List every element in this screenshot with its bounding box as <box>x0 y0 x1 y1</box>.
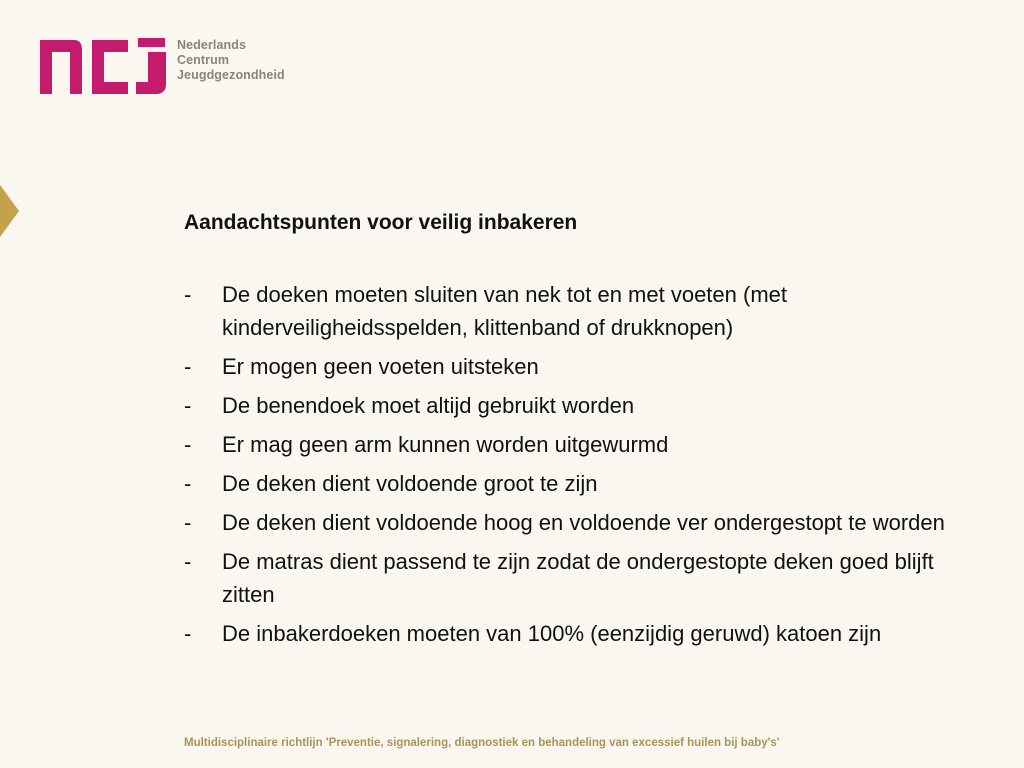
bullet-list <box>184 278 984 650</box>
bullet-item <box>184 506 992 539</box>
bullet-text: De deken dient voldoende groot te zijn <box>222 471 598 496</box>
logo-line-3: Jeugdgezondheid <box>177 68 285 82</box>
bullet-text: De inbakerdoeken moeten van 100% (eenzijdig geruwd) katoen zijn <box>222 621 882 646</box>
bullet-marker: - <box>184 354 192 379</box>
ncj-logo <box>40 38 300 98</box>
ncj-logo-mark <box>40 38 170 96</box>
bullet-item <box>184 350 992 383</box>
ncj-logo-text <box>177 38 285 83</box>
bullet-marker: - <box>184 471 192 496</box>
bullet-marker: - <box>184 282 192 307</box>
accent-arrow-icon <box>0 185 19 237</box>
slide-heading: Aandachtspunten voor veilig inbakeren <box>184 211 578 234</box>
bullet-item <box>184 428 992 461</box>
bullet-text: De benendoek moet altijd gebruikt worden <box>222 393 635 418</box>
bullet-text: Er mogen geen voeten uitsteken <box>222 354 539 379</box>
bullet-item <box>184 545 992 611</box>
footer-citation: Multidisciplinaire richtlijn 'Preventie, signalering, diagnostiek en behandeling van excessief huilen bij baby's' <box>184 737 780 749</box>
bullet-marker: - <box>184 621 192 646</box>
bullet-item <box>184 389 992 422</box>
bullet-marker: - <box>184 432 192 457</box>
bullet-item <box>184 617 992 650</box>
logo-line-2: Centrum <box>177 53 230 67</box>
slide-content <box>184 208 984 656</box>
bullet-marker: - <box>184 510 192 535</box>
bullet-marker: - <box>184 393 192 418</box>
bullet-item <box>184 278 992 344</box>
logo-line-1: Nederlands <box>177 38 247 52</box>
bullet-text: De deken dient voldoende hoog en voldoende ver ondergestopt te worden <box>222 510 945 535</box>
bullet-marker: - <box>184 549 192 574</box>
bullet-text: De doeken moeten sluiten van nek tot en met voeten (met kinderveiligheidsspelden, klittenband of drukknopen) <box>222 282 787 340</box>
bullet-item <box>184 467 992 500</box>
bullet-text: De matras dient passend te zijn zodat de ondergestopte deken goed blijft zitten <box>222 549 934 607</box>
bullet-text: Er mag geen arm kunnen worden uitgewurmd <box>222 432 669 457</box>
